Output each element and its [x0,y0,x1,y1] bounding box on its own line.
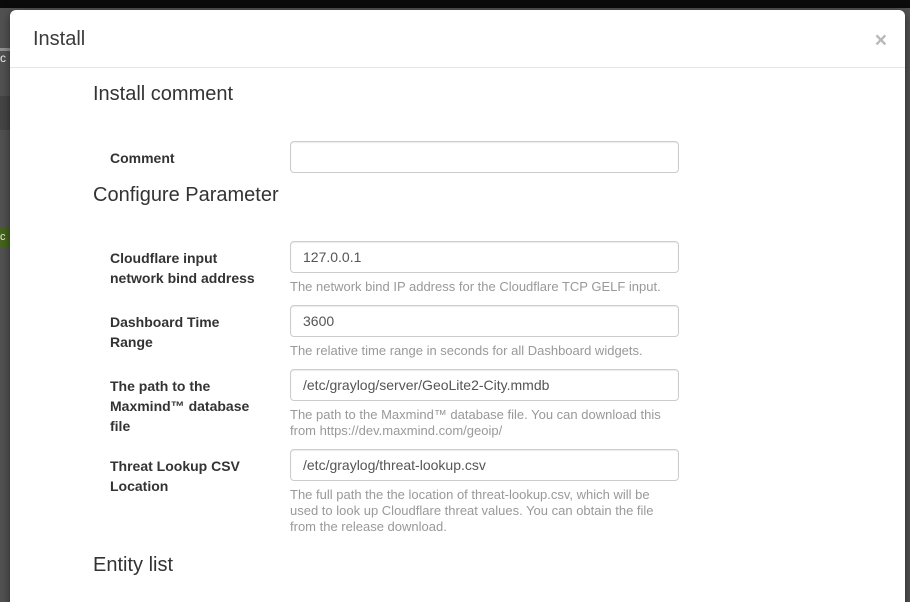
close-icon[interactable]: × [874,29,887,52]
entity-list-heading: Entity list [93,554,174,576]
threat-csv-input[interactable] [290,449,679,481]
background-dark-band [0,96,10,130]
background-green-badge: c [0,227,10,248]
bind-address-label: Cloudflare input network bind address [110,250,255,286]
configure-parameter-heading: Configure Parameter [93,184,279,206]
modal-body [10,68,905,577]
comment-input[interactable] [290,141,679,173]
threat-csv-label: Threat Lookup CSV Location [110,458,240,494]
bind-address-input[interactable] [290,241,679,273]
threat-csv-help: The full path the the location of threat-lookup.csv, which will be used to look up Cloudflare threat values. You can obtain the file from the release download. [290,487,654,534]
background-top-navbar [0,0,910,8]
install-modal [10,10,905,602]
background-clipped-text: c [0,51,6,65]
modal-header [10,10,905,68]
maxmind-path-help: The path to the Maxmind™ database file. You can download this from https://dev.maxmind.com/geoip/ [290,407,661,438]
time-range-help: The relative time range in seconds for all Dashboard widgets. [290,343,643,358]
maxmind-path-input[interactable] [290,369,679,401]
time-range-label: Dashboard Time Range [110,314,220,350]
comment-field-group [10,141,905,173]
comment-label: Comment [110,150,175,166]
threat-csv-field-group [10,449,905,535]
modal-title: Install [33,28,86,50]
time-range-field-group [10,305,905,359]
bind-address-field-group [10,241,905,295]
maxmind-path-field-group [10,369,905,439]
bind-address-help: The network bind IP address for the Cloudflare TCP GELF input. [290,279,661,294]
maxmind-path-label: The path to the Maxmind™ database file [110,378,250,434]
install-comment-heading: Install comment [93,83,234,105]
time-range-input[interactable] [290,305,679,337]
